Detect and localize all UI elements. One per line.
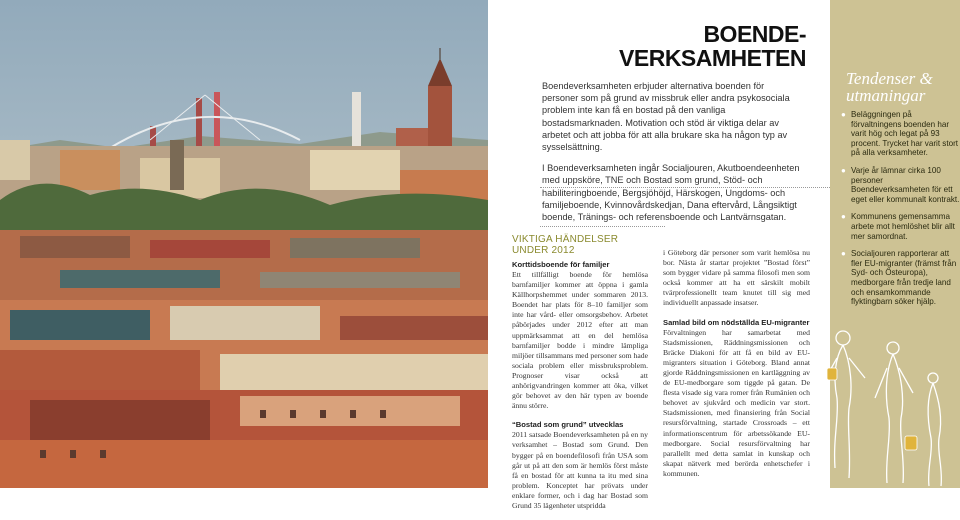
sidebar-title-line-2: utmaningar	[846, 86, 926, 105]
section-heading: Samlad bild om nödställda EU-migranter	[663, 317, 810, 327]
sidebar-list	[840, 110, 960, 315]
list-item	[840, 110, 960, 158]
sidebar-title-line-1: Tendenser &	[846, 69, 933, 88]
events-column-2	[663, 248, 810, 488]
list-item	[840, 166, 960, 204]
section-body: i Göteborg där personer som varit hemlösa nu bor. Nästa år startar projektet ”Bostad först” som bygger vidare på samma filosofi men som också kommer att ha ett särskilt mobilt tvärprofessionellt team knutet till sig med individuellt anpassade insatser.	[663, 248, 810, 308]
intro-paragraph-2: I Boendeverksamheten ingår Socialjouren, Akutboendeenheten med uppsköre, TNE och Bostad som grund, Stöd- och habiliteringboende, Bergsjöhöjd, Härskogen, Ungdoms- och familjeboende, Kvinnovårdskedjan, Dana eftervård, Långsiktigt boende, Tränings- och referensboende och Lantvärnsgatan.	[542, 163, 800, 223]
bullet-icon: ●	[841, 212, 846, 222]
list-item-text: Beläggningen på förvaltningens boenden har varit hög och legat på 93 procent. Trycket har varit stort på alla verksamheter.	[851, 110, 959, 158]
page-title	[619, 22, 806, 70]
city-skyline-photo	[0, 0, 488, 488]
events-heading: VIKTIGA HÄNDELSER UNDER 2012	[512, 234, 619, 256]
section-heading: “Bostad som grund” utvecklas	[512, 420, 624, 430]
section-body: Ett tillfälligt boende för hemlösa barnfamiljer kommer att öppna i gamla Källhorpshemmet under sommaren 2013. Boendet har plats för 8–10 familjer som inte har vård- eller omsorgsbehov. Arbetet påbörjades under 2012 efter att man uppmärksammat att en del hemlösa barnfamiljer bodde i mindre lämpliga miljöer tillsammans med personer som hade sociala problem eller missbruksproblem. Prognoser visar också att anhörigvandringen kommer att öka, vilket gör behovet av den här typen av boende ännu större.	[512, 270, 648, 411]
list-item	[840, 249, 960, 307]
divider	[540, 226, 665, 227]
page-title-line-2: VERKSAMHETEN	[619, 45, 806, 71]
bullet-icon: ●	[841, 110, 846, 119]
page-title-line-1: BOENDE-	[703, 21, 806, 47]
list-item-text: Socialjouren rapporterar att fler EU-migranter (främst från Syd- och Östeuropa), medborgare från tredje land och ensamkommande flyktingbarn söker hjälp.	[851, 249, 957, 307]
events-column-1	[512, 234, 648, 520]
intro-text	[542, 80, 800, 232]
section-body: Förvaltningen har samarbetat med Stadsmissionen, Räddningsmissionen och Bräcke Diakoni för att få en bild av EU-migranters situation i Göteborg. Bland annat gjorde Räddningsmissionen en kartläggning av de EU-medborgare som tiggde på gatan. De flesta visade sig vara romer från Rumänien och behovet av sjukvård och medicin var stort. Stadsmissionen, med finansiering från Social resursförvaltning, startade Crossroads – ett informationscentrum för arbetssökande EU-medborgare. Social resursförvaltning har parallellt med detta samlat in kunskap och skapat nätverk med berörda enhetschefer i kommunen.	[663, 327, 810, 478]
people-illustration-icon	[815, 318, 960, 493]
main-page	[488, 0, 830, 510]
intro-paragraph-1: Boendeverksamheten erbjuder alternativa boenden för personer som på grund av missbruk eller andra psykosociala problem inte kan få en bostad på den vanliga bostadsmarknaden. Motivation och stöd är viktiga delar av arbetet och att jobba för att alla brukare ska ha någon typ av sysselsättning.	[542, 81, 790, 153]
bullet-icon: ●	[841, 165, 846, 175]
divider	[540, 187, 830, 188]
list-item-text: Varje år lämnar cirka 100 personer Boendeverksamheten för ett eget eller kommunalt kontrakt.	[851, 165, 960, 204]
section-heading: Korttidsboende för familjer	[512, 260, 610, 269]
bullet-icon: ●	[841, 249, 846, 259]
list-item-text: Kommunens gemensamma arbete mot hemlöshet blir allt mer samordnat.	[851, 212, 955, 241]
section-body: 2011 satsade Boendeverksamheten på en ny verksamhet – Bostad som Grund. Den bygger på en boendefilosofi från USA som går ut på att den som är hemlös först måste få en bostad för att kunna ta itu med sina problem. Konceptet har prövats under enklare former, och i dag har Bostad som Grund 35 lägenheter utspridda	[512, 430, 648, 510]
sidebar-title	[846, 70, 958, 104]
list-item	[840, 212, 960, 241]
